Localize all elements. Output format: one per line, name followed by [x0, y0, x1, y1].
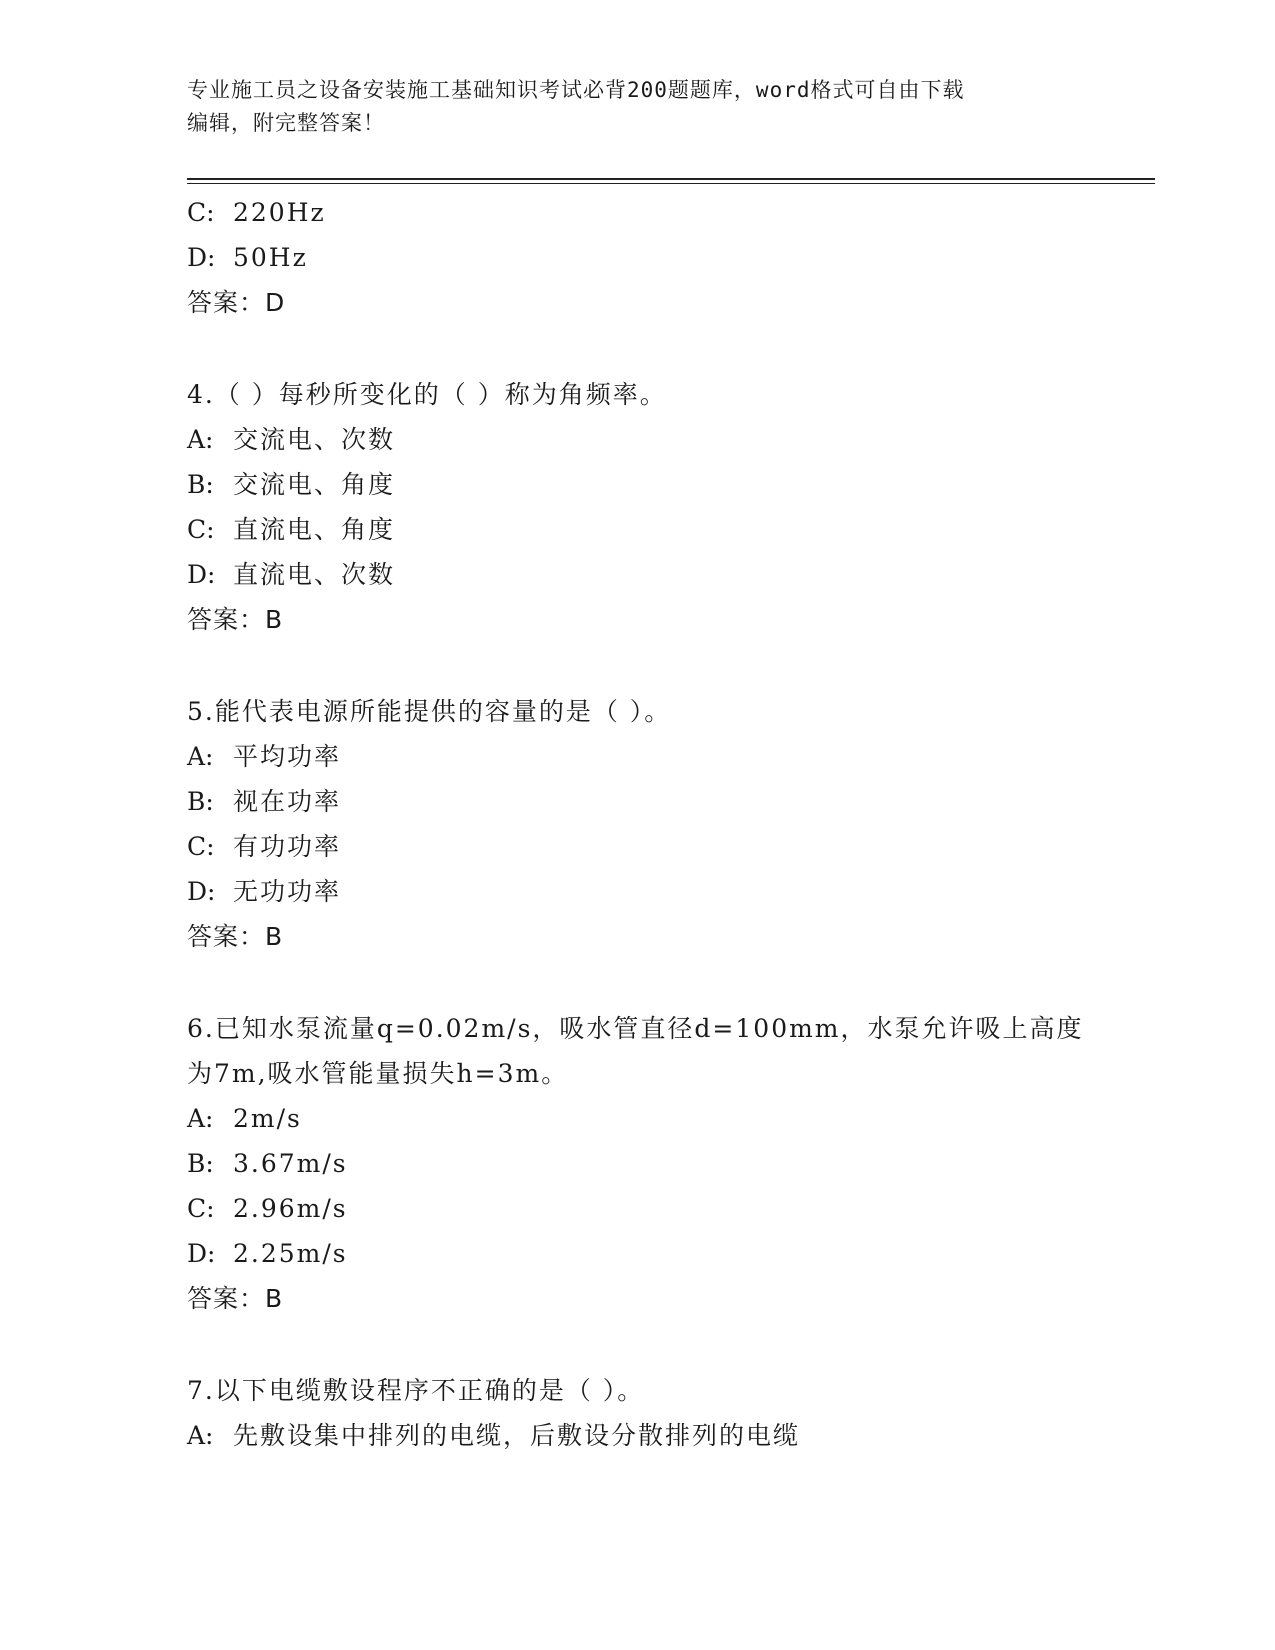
- question-text: 4.（ ）每秒所变化的（ ）称为角频率。: [187, 380, 667, 409]
- option-b: B: 3.67m/s: [187, 1149, 348, 1178]
- option-d: D: 直流电、次数: [187, 560, 396, 589]
- option-d: D: 无功功率: [187, 877, 342, 906]
- header-title-line2: 编辑，附完整答案！: [187, 111, 385, 135]
- option-b: B: 交流电、角度: [187, 470, 396, 499]
- question-4: [187, 372, 1087, 642]
- answer: 答案：B: [187, 605, 284, 634]
- question-7: [187, 1368, 1087, 1458]
- answer: 答案：D: [187, 288, 286, 317]
- answer: 答案：B: [187, 1284, 284, 1313]
- header-divider-thick: [187, 178, 1155, 180]
- option-d: D: 2.25m/s: [187, 1239, 348, 1268]
- document-header: [187, 74, 1087, 140]
- option-d: D: 50Hz: [187, 243, 308, 272]
- option-a: A: 平均功率: [187, 742, 342, 771]
- option-a: A: 先敷设集中排列的电缆，后敷设分散排列的电缆: [187, 1421, 801, 1450]
- option-a: A: 交流电、次数: [187, 425, 396, 454]
- header-title-line1: 专业施工员之设备安装施工基础知识考试必背200题题库，word格式可自由下载: [187, 78, 965, 102]
- question-text-line2: 为7m,吸水管能量损失h=3m。: [187, 1059, 569, 1088]
- question-6: [187, 1006, 1087, 1321]
- question-content: [187, 190, 1087, 1458]
- header-divider-thin: [187, 183, 1155, 184]
- question-text-line1: 6.已知水泵流量q=0.02m/s，吸水管直径d=100mm，水泵允许吸上高度: [187, 1014, 1084, 1043]
- question-text: 7.以下电缆敷设程序不正确的是（ ）。: [187, 1376, 645, 1405]
- option-a: A: 2m/s: [187, 1104, 302, 1133]
- option-c: C: 有功功率: [187, 832, 342, 861]
- answer: 答案：B: [187, 922, 284, 951]
- option-c: C: 220Hz: [187, 198, 326, 227]
- question-partial: [187, 190, 1087, 325]
- question-5: [187, 689, 1087, 959]
- question-text: 5.能代表电源所能提供的容量的是（ ）。: [187, 697, 672, 726]
- option-c: C: 直流电、角度: [187, 515, 396, 544]
- option-b: B: 视在功率: [187, 787, 342, 816]
- option-c: C: 2.96m/s: [187, 1194, 348, 1223]
